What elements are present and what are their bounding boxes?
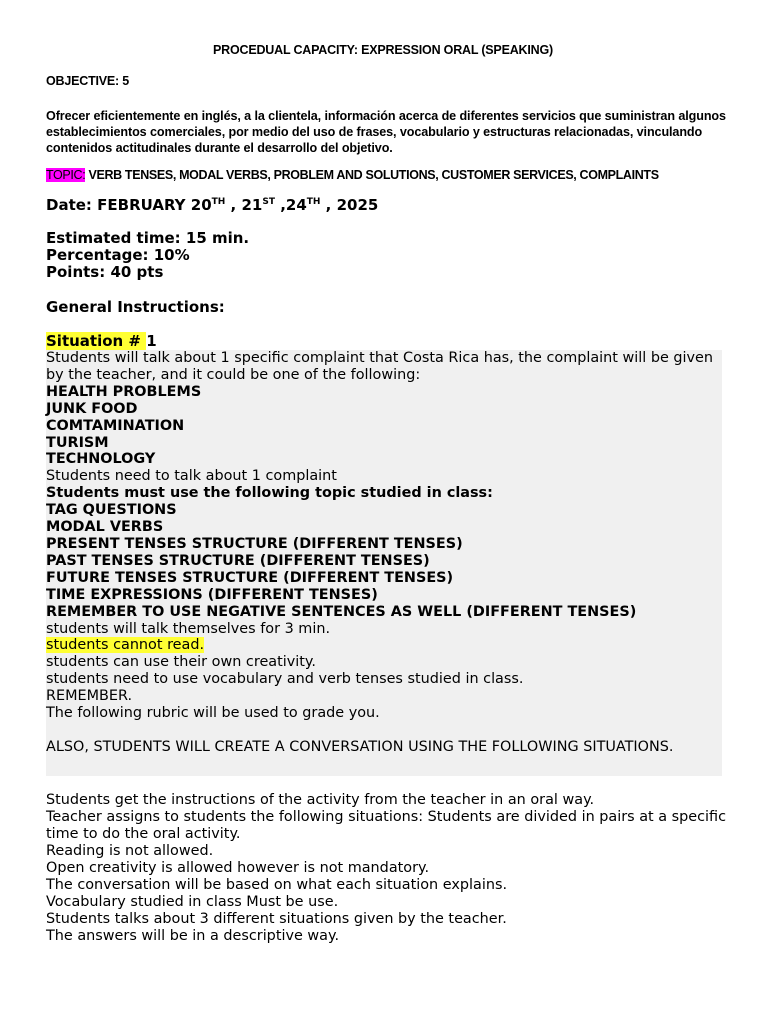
topic-line <box>46 168 736 182</box>
situation-intro: Students will talk about 1 specific complaint that Costa Rica has, the complaint will be given by the teacher, and it could be one of the following: <box>46 350 714 383</box>
complaint-item: JUNK FOOD <box>46 400 138 417</box>
situation-heading <box>46 332 157 350</box>
topic-label: TOPIC: <box>46 168 86 182</box>
rubric-line: The following rubric will be used to grade you. <box>46 705 380 722</box>
date-sup-2: ST <box>262 197 275 207</box>
evaluation-info <box>46 230 249 281</box>
cannot-read-text: students cannot read. <box>46 637 205 654</box>
talk-about-line: Students need to talk about 1 complaint <box>46 468 337 485</box>
topic-item: TIME EXPRESSIONS (DIFFERENT TENSES) <box>46 586 378 603</box>
talk-time-line: students will talk themselves for 3 min. <box>46 620 331 637</box>
conversation-line: ALSO, STUDENTS WILL CREATE A CONVERSATION USING THE FOLLOWING SITUATIONS. <box>46 738 674 755</box>
percentage: Percentage: 10% <box>46 246 190 264</box>
cannot-read-line <box>46 637 726 654</box>
date-mid-1: , 21 <box>225 196 263 214</box>
complaint-item: COMTAMINATION <box>46 417 185 434</box>
situation-label: Situation # <box>46 332 147 350</box>
objective-description: Ofrecer eficientemente en inglés, a la clientela, información acerca de diferentes servicios que suministran algunos establecimientos comerciales, por medio del uso de frases, vocabulario y estructuras relacionadas, vinculando contenidos actitudinales durante el desarrollo del objetivo. <box>46 109 726 155</box>
instruction-line: Teacher assigns to students the following situations: Students are divided in pairs at a specific time to do the oral activity. <box>46 809 727 842</box>
general-instructions-heading: General Instructions: <box>46 298 225 316</box>
objective-heading: OBJECTIVE: 5 <box>46 74 130 88</box>
topic-item: MODAL VERBS <box>46 519 164 536</box>
instruction-line: Reading is not allowed. <box>46 843 214 859</box>
instruction-line: Vocabulary studied in class Must be use. <box>46 894 339 910</box>
date-sup-3: TH <box>306 197 321 207</box>
topic-item: PAST TENSES STRUCTURE (DIFFERENT TENSES) <box>46 552 430 569</box>
activity-instructions <box>46 792 726 945</box>
date-line <box>46 196 378 214</box>
complaint-item: HEALTH PROBLEMS <box>46 383 202 400</box>
topic-text: VERB TENSES, MODAL VERBS, PROBLEM AND SOLUTIONS, CUSTOMER SERVICES, COMPLAINTS <box>85 168 659 182</box>
instruction-line: The answers will be in a descriptive way. <box>46 928 340 944</box>
instruction-line: Students talks about 3 different situations given by the teacher. <box>46 911 507 927</box>
situation-body <box>46 350 726 756</box>
instruction-line: The conversation will be based on what each situation explains. <box>46 877 508 893</box>
topic-item: REMEMBER TO USE NEGATIVE SENTENCES AS WELL (DIFFERENT TENSES) <box>46 603 637 620</box>
topic-item: FUTURE TENSES STRUCTURE (DIFFERENT TENSES) <box>46 569 454 586</box>
date-suffix: , 2025 <box>320 196 379 214</box>
date-mid-2: ,24 <box>274 196 307 214</box>
topic-item: TAG QUESTIONS <box>46 502 177 519</box>
complaint-item: TURISM <box>46 434 109 451</box>
instruction-line: Open creativity is allowed however is not mandatory. <box>46 860 430 876</box>
remember-line: REMEMBER. <box>46 688 133 705</box>
creativity-line: students can use their own creativity. <box>46 654 316 671</box>
date-prefix: Date: FEBRUARY 20 <box>46 196 212 214</box>
document-title: PROCEDUAL CAPACITY: EXPRESSION ORAL (SPEAKING) <box>213 43 553 57</box>
estimated-time: Estimated time: 15 min. <box>46 229 250 247</box>
topics-heading: Students must use the following topic studied in class: <box>46 485 493 502</box>
blank-line <box>46 722 726 739</box>
complaint-item: TECHNOLOGY <box>46 451 156 468</box>
instruction-line: Students get the instructions of the activity from the teacher in an oral way. <box>46 792 595 808</box>
date-sup-1: TH <box>211 197 226 207</box>
situation-number: 1 <box>146 332 157 350</box>
points: Points: 40 pts <box>46 263 164 281</box>
topic-item: PRESENT TENSES STRUCTURE (DIFFERENT TENSES) <box>46 535 463 552</box>
vocabulary-line: students need to use vocabulary and verb tenses studied in class. <box>46 671 524 688</box>
